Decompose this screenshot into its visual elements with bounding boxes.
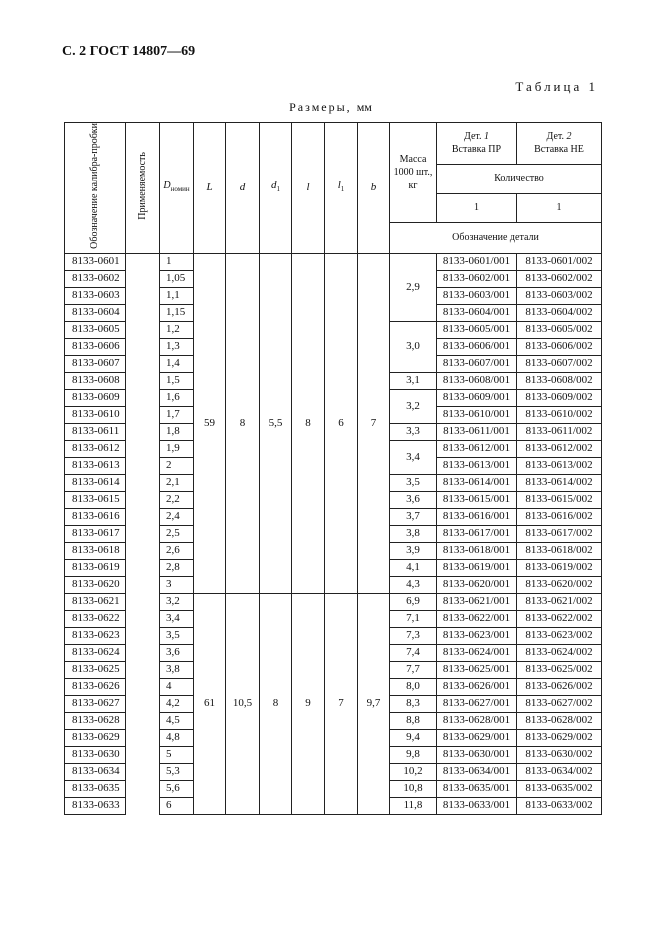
group-L: 61 bbox=[194, 593, 226, 814]
row-d-nom: 3,4 bbox=[160, 610, 194, 627]
row-part2: 8133-0604/002 bbox=[517, 304, 602, 321]
row-d-nom: 1,7 bbox=[160, 406, 194, 423]
row-applicability bbox=[126, 338, 160, 355]
group-b: 7 bbox=[358, 253, 390, 593]
row-d-nom: 3,5 bbox=[160, 627, 194, 644]
row-part2: 8133-0612/002 bbox=[517, 440, 602, 457]
header-qty1: 1 bbox=[437, 193, 517, 222]
row-applicability bbox=[126, 389, 160, 406]
row-d-nom: 5 bbox=[160, 746, 194, 763]
group-d1: 8 bbox=[260, 593, 292, 814]
row-code: 8133-0634 bbox=[65, 763, 126, 780]
row-code: 8133-0623 bbox=[65, 627, 126, 644]
row-mass: 4,1 bbox=[390, 559, 437, 576]
header-qty2: 1 bbox=[517, 193, 602, 222]
row-code: 8133-0616 bbox=[65, 508, 126, 525]
row-mass: 10,8 bbox=[390, 780, 437, 797]
row-part2: 8133-0606/002 bbox=[517, 338, 602, 355]
row-part2: 8133-0626/002 bbox=[517, 678, 602, 695]
row-code: 8133-0603 bbox=[65, 287, 126, 304]
row-mass: 9,8 bbox=[390, 746, 437, 763]
row-part2: 8133-0613/002 bbox=[517, 457, 602, 474]
row-d-nom: 1,2 bbox=[160, 321, 194, 338]
row-part2: 8133-0633/002 bbox=[517, 797, 602, 814]
row-part1: 8133-0621/001 bbox=[437, 593, 517, 610]
group-l: 9 bbox=[292, 593, 325, 814]
row-d-nom: 6 bbox=[160, 797, 194, 814]
row-part2: 8133-0610/002 bbox=[517, 406, 602, 423]
row-part1: 8133-0603/001 bbox=[437, 287, 517, 304]
group-l1: 7 bbox=[325, 593, 358, 814]
row-mass: 3,7 bbox=[390, 508, 437, 525]
row-d-nom: 2,5 bbox=[160, 525, 194, 542]
row-d-nom: 1,9 bbox=[160, 440, 194, 457]
row-applicability bbox=[126, 321, 160, 338]
header-applicability: Применяемость bbox=[126, 123, 160, 254]
row-part1: 8133-0620/001 bbox=[437, 576, 517, 593]
row-mass: 3,2 bbox=[390, 389, 437, 423]
row-code: 8133-0614 bbox=[65, 474, 126, 491]
row-part1: 8133-0610/001 bbox=[437, 406, 517, 423]
row-part1: 8133-0608/001 bbox=[437, 372, 517, 389]
row-part1: 8133-0622/001 bbox=[437, 610, 517, 627]
row-part1: 8133-0628/001 bbox=[437, 712, 517, 729]
caption-text: Размеры, bbox=[289, 100, 352, 114]
row-applicability bbox=[126, 525, 160, 542]
row-part2: 8133-0634/002 bbox=[517, 763, 602, 780]
row-part1: 8133-0630/001 bbox=[437, 746, 517, 763]
row-part2: 8133-0607/002 bbox=[517, 355, 602, 372]
header-d: d bbox=[226, 123, 260, 254]
row-mass: 2,9 bbox=[390, 253, 437, 321]
row-part2: 8133-0616/002 bbox=[517, 508, 602, 525]
row-mass: 3,1 bbox=[390, 372, 437, 389]
row-part1: 8133-0607/001 bbox=[437, 355, 517, 372]
row-part1: 8133-0601/001 bbox=[437, 253, 517, 270]
row-mass: 7,7 bbox=[390, 661, 437, 678]
row-part2: 8133-0635/002 bbox=[517, 780, 602, 797]
row-code: 8133-0630 bbox=[65, 746, 126, 763]
row-mass: 3,5 bbox=[390, 474, 437, 491]
row-code: 8133-0602 bbox=[65, 270, 126, 287]
row-d-nom: 3,6 bbox=[160, 644, 194, 661]
row-d-nom: 2,1 bbox=[160, 474, 194, 491]
row-part1: 8133-0634/001 bbox=[437, 763, 517, 780]
row-part1: 8133-0612/001 bbox=[437, 440, 517, 457]
row-code: 8133-0624 bbox=[65, 644, 126, 661]
row-d-nom: 4,2 bbox=[160, 695, 194, 712]
row-part1: 8133-0619/001 bbox=[437, 559, 517, 576]
row-part2: 8133-0603/002 bbox=[517, 287, 602, 304]
group-d: 8 bbox=[226, 253, 260, 593]
row-d-nom: 1,4 bbox=[160, 355, 194, 372]
row-applicability bbox=[126, 457, 160, 474]
row-d-nom: 5,6 bbox=[160, 780, 194, 797]
row-mass: 7,4 bbox=[390, 644, 437, 661]
row-part2: 8133-0621/002 bbox=[517, 593, 602, 610]
group-d: 10,5 bbox=[226, 593, 260, 814]
row-part1: 8133-0605/001 bbox=[437, 321, 517, 338]
row-code: 8133-0621 bbox=[65, 593, 126, 610]
row-d-nom: 2,2 bbox=[160, 491, 194, 508]
group-d1: 5,5 bbox=[260, 253, 292, 593]
row-d-nom: 1,05 bbox=[160, 270, 194, 287]
row-code: 8133-0609 bbox=[65, 389, 126, 406]
row-part1: 8133-0627/001 bbox=[437, 695, 517, 712]
header-designation: Обозначение калибра-пробки bbox=[65, 123, 126, 254]
row-d-nom: 2,4 bbox=[160, 508, 194, 525]
row-mass: 7,1 bbox=[390, 610, 437, 627]
header-part1: Дет. 1 Вставка ПР bbox=[437, 123, 517, 165]
row-mass: 11,8 bbox=[390, 797, 437, 814]
row-part1: 8133-0604/001 bbox=[437, 304, 517, 321]
row-code: 8133-0606 bbox=[65, 338, 126, 355]
row-part1: 8133-0606/001 bbox=[437, 338, 517, 355]
group-L: 59 bbox=[194, 253, 226, 593]
row-d-nom: 3,8 bbox=[160, 661, 194, 678]
row-mass: 3,8 bbox=[390, 525, 437, 542]
row-d-nom: 3,2 bbox=[160, 593, 194, 610]
header-part-designation: Обозначение детали bbox=[390, 222, 602, 253]
group-l: 8 bbox=[292, 253, 325, 593]
dimensions-table bbox=[64, 122, 602, 815]
row-applicability bbox=[126, 542, 160, 559]
row-applicability bbox=[126, 780, 160, 797]
row-part2: 8133-0620/002 bbox=[517, 576, 602, 593]
table-row bbox=[65, 253, 602, 270]
row-part2: 8133-0609/002 bbox=[517, 389, 602, 406]
row-mass: 3,4 bbox=[390, 440, 437, 474]
row-applicability bbox=[126, 559, 160, 576]
row-applicability bbox=[126, 423, 160, 440]
header-d-nom: $D_{номин}$ bbox=[160, 123, 194, 254]
row-d-nom: 1,3 bbox=[160, 338, 194, 355]
row-mass: 3,6 bbox=[390, 491, 437, 508]
row-applicability bbox=[126, 474, 160, 491]
row-part1: 8133-0611/001 bbox=[437, 423, 517, 440]
page-header: С. 2 ГОСТ 14807—69 bbox=[62, 44, 196, 59]
row-mass: 7,3 bbox=[390, 627, 437, 644]
row-d-nom: 1,15 bbox=[160, 304, 194, 321]
row-applicability bbox=[126, 678, 160, 695]
row-part2: 8133-0618/002 bbox=[517, 542, 602, 559]
row-part1: 8133-0613/001 bbox=[437, 457, 517, 474]
row-d-nom: 2 bbox=[160, 457, 194, 474]
row-code: 8133-0611 bbox=[65, 423, 126, 440]
row-applicability bbox=[126, 644, 160, 661]
row-applicability bbox=[126, 610, 160, 627]
header-b: b bbox=[358, 123, 390, 254]
row-applicability bbox=[126, 576, 160, 593]
header-l1: $l_1$ bbox=[325, 123, 358, 254]
row-applicability bbox=[126, 627, 160, 644]
row-part2: 8133-0629/002 bbox=[517, 729, 602, 746]
row-part1: 8133-0616/001 bbox=[437, 508, 517, 525]
row-applicability bbox=[126, 270, 160, 287]
row-part2: 8133-0623/002 bbox=[517, 627, 602, 644]
row-part2: 8133-0605/002 bbox=[517, 321, 602, 338]
row-part1: 8133-0617/001 bbox=[437, 525, 517, 542]
row-mass: 3,9 bbox=[390, 542, 437, 559]
row-d-nom: 4 bbox=[160, 678, 194, 695]
header-l: l bbox=[292, 123, 325, 254]
row-d-nom: 5,3 bbox=[160, 763, 194, 780]
row-code: 8133-0607 bbox=[65, 355, 126, 372]
row-code: 8133-0608 bbox=[65, 372, 126, 389]
row-code: 8133-0628 bbox=[65, 712, 126, 729]
row-part1: 8133-0623/001 bbox=[437, 627, 517, 644]
row-d-nom: 1,8 bbox=[160, 423, 194, 440]
row-part1: 8133-0602/001 bbox=[437, 270, 517, 287]
row-applicability bbox=[126, 508, 160, 525]
row-mass: 3,3 bbox=[390, 423, 437, 440]
row-mass: 4,3 bbox=[390, 576, 437, 593]
table-label: Таблица 1 bbox=[515, 79, 598, 94]
row-code: 8133-0605 bbox=[65, 321, 126, 338]
row-part1: 8133-0626/001 bbox=[437, 678, 517, 695]
row-part1: 8133-0633/001 bbox=[437, 797, 517, 814]
row-code: 8133-0610 bbox=[65, 406, 126, 423]
row-code: 8133-0613 bbox=[65, 457, 126, 474]
row-mass: 10,2 bbox=[390, 763, 437, 780]
row-part2: 8133-0601/002 bbox=[517, 253, 602, 270]
header-part2: Дет. 2 Вставка НЕ bbox=[517, 123, 602, 165]
row-code: 8133-0629 bbox=[65, 729, 126, 746]
row-applicability bbox=[126, 355, 160, 372]
caption-unit: мм bbox=[356, 100, 372, 114]
row-mass: 3,0 bbox=[390, 321, 437, 372]
row-applicability bbox=[126, 746, 160, 763]
row-applicability bbox=[126, 287, 160, 304]
row-d-nom: 3 bbox=[160, 576, 194, 593]
row-applicability bbox=[126, 491, 160, 508]
row-code: 8133-0612 bbox=[65, 440, 126, 457]
row-part2: 8133-0617/002 bbox=[517, 525, 602, 542]
row-applicability bbox=[126, 729, 160, 746]
row-code: 8133-0635 bbox=[65, 780, 126, 797]
row-part2: 8133-0602/002 bbox=[517, 270, 602, 287]
row-part1: 8133-0618/001 bbox=[437, 542, 517, 559]
row-part2: 8133-0619/002 bbox=[517, 559, 602, 576]
table-row bbox=[65, 593, 602, 610]
row-part2: 8133-0622/002 bbox=[517, 610, 602, 627]
row-code: 8133-0619 bbox=[65, 559, 126, 576]
row-mass: 6,9 bbox=[390, 593, 437, 610]
row-applicability bbox=[126, 712, 160, 729]
row-d-nom: 1 bbox=[160, 253, 194, 270]
header-L: L bbox=[194, 123, 226, 254]
row-mass: 9,4 bbox=[390, 729, 437, 746]
row-part2: 8133-0615/002 bbox=[517, 491, 602, 508]
row-code: 8133-0627 bbox=[65, 695, 126, 712]
row-code: 8133-0625 bbox=[65, 661, 126, 678]
row-part2: 8133-0630/002 bbox=[517, 746, 602, 763]
row-applicability bbox=[126, 406, 160, 423]
row-applicability bbox=[126, 372, 160, 389]
row-part2: 8133-0608/002 bbox=[517, 372, 602, 389]
row-d-nom: 4,5 bbox=[160, 712, 194, 729]
row-part2: 8133-0614/002 bbox=[517, 474, 602, 491]
row-code: 8133-0601 bbox=[65, 253, 126, 270]
row-d-nom: 2,8 bbox=[160, 559, 194, 576]
row-part1: 8133-0635/001 bbox=[437, 780, 517, 797]
row-part2: 8133-0624/002 bbox=[517, 644, 602, 661]
row-d-nom: 1,5 bbox=[160, 372, 194, 389]
row-part1: 8133-0614/001 bbox=[437, 474, 517, 491]
row-part2: 8133-0625/002 bbox=[517, 661, 602, 678]
row-part1: 8133-0609/001 bbox=[437, 389, 517, 406]
row-part2: 8133-0611/002 bbox=[517, 423, 602, 440]
header-mass: Масса 1000 шт., кг bbox=[390, 123, 437, 223]
group-l1: 6 bbox=[325, 253, 358, 593]
row-applicability bbox=[126, 253, 160, 270]
row-code: 8133-0626 bbox=[65, 678, 126, 695]
row-code: 8133-0604 bbox=[65, 304, 126, 321]
dimensions-caption bbox=[0, 100, 661, 115]
row-code: 8133-0620 bbox=[65, 576, 126, 593]
row-applicability bbox=[126, 593, 160, 610]
row-code: 8133-0633 bbox=[65, 797, 126, 814]
header-d1: $d_1$ bbox=[260, 123, 292, 254]
row-part1: 8133-0615/001 bbox=[437, 491, 517, 508]
row-code: 8133-0615 bbox=[65, 491, 126, 508]
header-quantity: Количество bbox=[437, 164, 602, 193]
row-code: 8133-0617 bbox=[65, 525, 126, 542]
row-part1: 8133-0624/001 bbox=[437, 644, 517, 661]
row-applicability bbox=[126, 763, 160, 780]
row-mass: 8,3 bbox=[390, 695, 437, 712]
row-part2: 8133-0628/002 bbox=[517, 712, 602, 729]
group-b: 9,7 bbox=[358, 593, 390, 814]
row-applicability bbox=[126, 440, 160, 457]
row-d-nom: 4,8 bbox=[160, 729, 194, 746]
row-code: 8133-0622 bbox=[65, 610, 126, 627]
row-applicability bbox=[126, 661, 160, 678]
row-part2: 8133-0627/002 bbox=[517, 695, 602, 712]
row-d-nom: 1,1 bbox=[160, 287, 194, 304]
row-applicability bbox=[126, 695, 160, 712]
row-mass: 8,0 bbox=[390, 678, 437, 695]
row-part1: 8133-0629/001 bbox=[437, 729, 517, 746]
row-part1: 8133-0625/001 bbox=[437, 661, 517, 678]
row-d-nom: 1,6 bbox=[160, 389, 194, 406]
row-code: 8133-0618 bbox=[65, 542, 126, 559]
row-d-nom: 2,6 bbox=[160, 542, 194, 559]
row-applicability bbox=[126, 797, 160, 814]
row-applicability bbox=[126, 304, 160, 321]
row-mass: 8,8 bbox=[390, 712, 437, 729]
